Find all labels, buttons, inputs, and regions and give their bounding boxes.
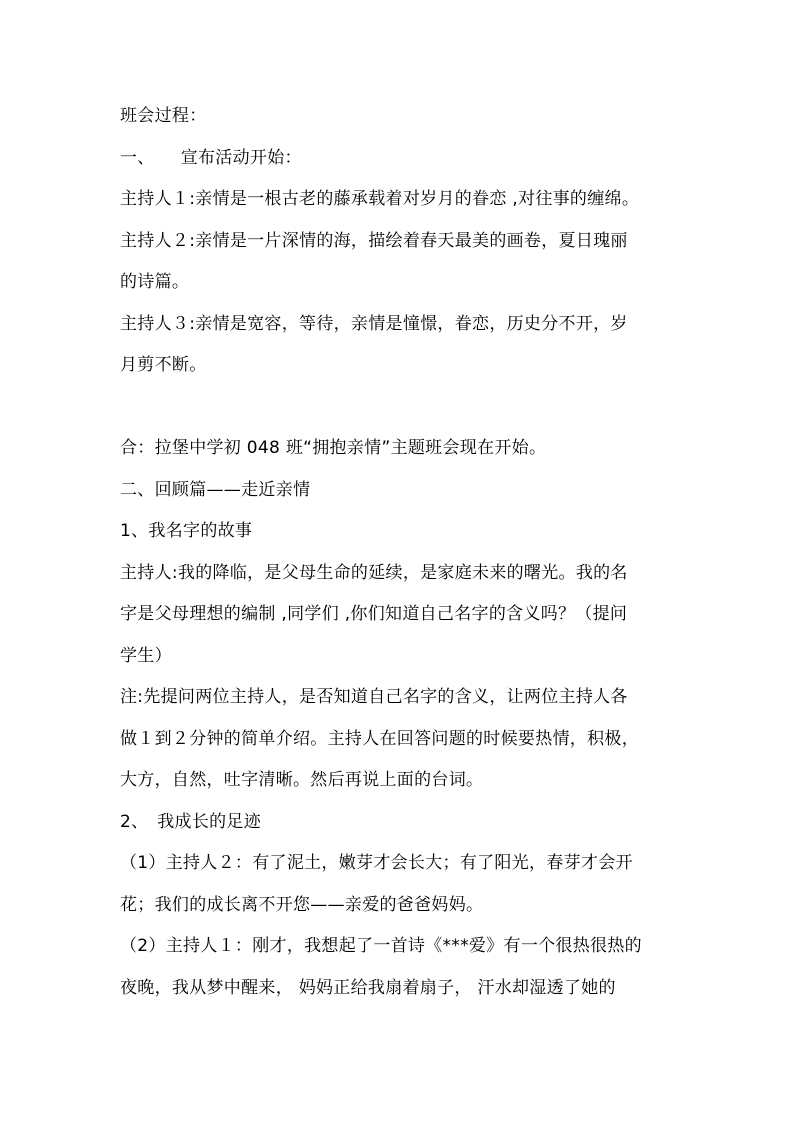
section-heading-review: 二、回顾篇——走近亲情 <box>120 480 311 500</box>
subsection-growth: 2、 我成长的足迹 <box>120 812 262 832</box>
note-line-end: 大方，自然，吐字清晰。然后再说上面的台词。 <box>120 770 484 790</box>
host-name-line: 主持人:我的降临，是父母生命的延续，是家庭未来的曙光。我的名 <box>120 563 628 583</box>
host3-line-cont: 月剪不断。 <box>120 355 207 375</box>
note-line: 注:先提问两位主持人，是否知道自己名字的含义，让两位主持人各 <box>120 687 628 707</box>
host2-line-cont: 的诗篇。 <box>120 272 190 292</box>
section-heading-announce: 一、 宣布活动开始： <box>120 148 302 168</box>
growth-item-1: （1）主持人２：有了泥土，嫩芽才会长大；有了阳光，春芽才会开 <box>120 853 633 873</box>
host-name-line-end: 学生） <box>120 646 172 666</box>
note-line-cont: 做１到２分钟的简单介绍。主持人在回答问题的时候要热情，积极， <box>120 729 639 749</box>
host3-line: 主持人３:亲情是宽容，等待，亲情是憧憬，眷恋，历史分不开，岁 <box>120 314 628 334</box>
host-name-line-cont: 字是父母理想的编制 ,同学们 ,你们知道自己名字的含义吗？（提问 <box>120 604 628 624</box>
subsection-name-story: 1、我名字的故事 <box>120 521 253 541</box>
growth-item-2: （2）主持人１：刚才，我想起了一首诗《***爱》有一个很热很热的 <box>120 936 642 956</box>
section-heading-process: 班会过程： <box>120 106 207 126</box>
together-line: 合：拉堡中学初 048 班“拥抱亲情”主题班会现在开始。 <box>120 438 547 458</box>
growth-item-1-cont: 花；我们的成长离不开您——亲爱的爸爸妈妈。 <box>120 895 484 915</box>
growth-item-2-cont: 夜晚，我从梦中醒来， 妈妈正给我扇着扇子， 汗水却湿透了她的 <box>120 978 616 998</box>
host2-line: 主持人２:亲情是一片深情的海，描绘着春天最美的画卷，夏日瑰丽 <box>120 231 628 251</box>
host1-line: 主持人１:亲情是一根古老的藤承载着对岁月的眷恋 ,对往事的缠绵。 <box>120 189 640 209</box>
